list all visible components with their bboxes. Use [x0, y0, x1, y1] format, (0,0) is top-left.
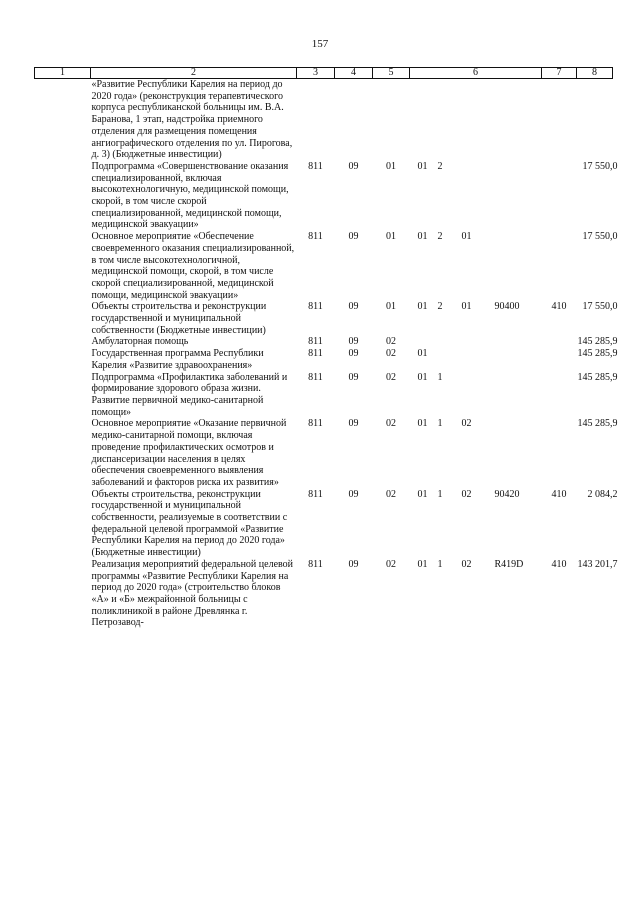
table-row [35, 79, 613, 161]
row-subsection: 02 [386, 418, 396, 430]
row-activity: 02 [461, 558, 472, 570]
row-direction: 90420 [494, 488, 520, 500]
row-expense-type [542, 161, 577, 231]
row-subprogram: 2 [437, 301, 443, 313]
budget-table [34, 67, 618, 629]
row-expense-type [542, 372, 577, 419]
row-name: Подпрограмма «Совершенствование оказания специализированной, включая высокотехнологичную, медицинской помощи, скорой, в том числе скорой специализированной, медицинской помощи, медицинской эвакуации» [91, 160, 289, 231]
row-subprogram: 2 [437, 160, 443, 172]
row-ministry: 811 [308, 231, 323, 243]
row-expense-type: 410 [551, 301, 567, 313]
row-program: 01 [417, 558, 428, 570]
row-ministry: 811 [308, 160, 323, 172]
header-col-1: 1 [35, 68, 91, 79]
row-target-code [410, 301, 542, 336]
row-name: Амбулаторная помощь [91, 336, 189, 348]
table-row [35, 489, 613, 559]
row-section: 09 [348, 348, 359, 360]
row-section: 09 [348, 418, 359, 430]
row-ministry: 811 [308, 371, 323, 383]
row-name: Реализация мероприятий федеральной целевой программы «Развитие Республики Карелия на период до 2020 года» (строительство блоков «А» и «Б» межрайонной больницы с поликлиникой в районе Древлянка г. Петрозавод- [91, 558, 294, 629]
table-row [35, 336, 613, 348]
row-target-code [410, 372, 542, 419]
row-ministry: 811 [308, 488, 323, 500]
row-expense-type [542, 231, 577, 301]
row-section: 09 [348, 231, 359, 243]
row-expense-type: 410 [551, 558, 567, 570]
row-section [335, 79, 373, 161]
header-col-4: 4 [335, 68, 373, 79]
row-name: «Развитие Республики Карелия на период до 2020 года» (реконструкция терапевтического корпуса республиканской больницы им. В.А. Баранова, 1 этап, надстройка приемного отделения для размещения помещения ангиографического отделения по ул. Пирогова, д. 3) (Бюджетные инвестиции) [91, 79, 293, 161]
row-target-code [410, 79, 542, 161]
row-section: 09 [348, 371, 359, 383]
row-direction: R419D [494, 558, 524, 570]
row-subsection: 02 [386, 488, 396, 500]
row-program: 01 [417, 231, 428, 243]
row-subsection: 01 [386, 231, 396, 243]
row-amount: 143 201,7 [577, 558, 618, 570]
row-activity: 01 [461, 301, 472, 313]
row-program: 01 [417, 418, 428, 430]
row-activity: 01 [461, 231, 472, 243]
row-target-code [410, 559, 542, 629]
row-amount: 145 285,9 [577, 418, 618, 430]
row-name: Подпрограмма «Профилактика заболеваний и формирование здорового образа жизни. Развитие первичной медико-санитарной помощи» [91, 371, 288, 418]
row-ministry: 811 [308, 348, 323, 360]
row-ministry: 811 [308, 558, 323, 570]
row-subprogram: 1 [437, 558, 443, 570]
table-row [35, 231, 613, 301]
row-section: 09 [348, 301, 359, 313]
row-target-code [410, 231, 542, 301]
row-target-code [410, 336, 542, 348]
row-amount: 145 285,9 [577, 371, 618, 383]
row-ministry: 811 [308, 418, 323, 430]
row-amount: 17 550,0 [582, 160, 618, 172]
row-amount: 17 550,0 [582, 301, 618, 313]
row-subsection: 02 [386, 371, 396, 383]
row-section: 09 [348, 336, 359, 348]
row-activity: 02 [461, 418, 472, 430]
table-row [35, 418, 613, 488]
row-subsection: 01 [386, 301, 396, 313]
row-subsection: 02 [386, 558, 396, 570]
row-amount: 17 550,0 [582, 231, 618, 243]
row-program: 01 [417, 488, 428, 500]
row-target-code [410, 418, 542, 488]
row-name: Государственная программа Республики Карелия «Развитие здравоохранения» [91, 348, 264, 371]
table-row [35, 301, 613, 336]
row-subsection: 01 [386, 160, 396, 172]
table-row [35, 559, 613, 629]
row-ministry: 811 [308, 301, 323, 313]
row-expense-type [542, 336, 577, 348]
row-program: 01 [417, 371, 428, 383]
row-ministry [297, 79, 335, 161]
row-expense-type [542, 418, 577, 488]
page-number: 157 [311, 38, 329, 50]
row-name: Основное мероприятие «Оказание первичной медико-санитарной помощи, включая проведение профилактических осмотров и диспансеризации населения в целях обеспечения своевременного выявления заболеваний и факторов риска их развития» [91, 418, 287, 488]
header-col-2: 2 [91, 68, 297, 79]
row-section: 09 [348, 160, 359, 172]
row-section: 09 [348, 558, 359, 570]
row-program: 01 [417, 160, 428, 172]
row-subprogram: 2 [437, 231, 443, 243]
row-name: Объекты строительства, реконструкции государственной и муниципальной собственности, реализуемые в соответствии с федеральной целевой программой «Развитие Республики Карелия на период до 2020 года» (Бюджетные инвестиции) [91, 488, 288, 559]
row-program: 01 [417, 301, 428, 313]
row-subsection: 02 [386, 348, 396, 360]
header-col-6: 6 [410, 68, 542, 79]
header-col-8: 8 [577, 68, 613, 79]
row-amount: 2 084,2 [587, 488, 618, 500]
row-target-code [410, 489, 542, 559]
row-direction: 90400 [494, 301, 520, 313]
header-col-5: 5 [373, 68, 410, 79]
row-target-code [410, 161, 542, 231]
table-header [35, 68, 613, 79]
row-expense-type [542, 348, 577, 371]
header-col-7: 7 [542, 68, 577, 79]
row-subprogram: 1 [437, 371, 443, 383]
table-row [35, 161, 613, 231]
row-name: Основное мероприятие «Обеспечение своевременного оказания специализированной, в том числе высокотехнологичной, медицинской помощи, скорой, в том числе скорой специализированной, медицинской помощи, медицинской эвакуации» [91, 231, 295, 301]
row-subsection [373, 79, 410, 161]
table-row [35, 372, 613, 419]
row-activity: 02 [461, 488, 472, 500]
row-expense-type: 410 [551, 488, 567, 500]
table-row [35, 348, 613, 371]
row-subprogram: 1 [437, 488, 443, 500]
row-section: 09 [348, 488, 359, 500]
row-subsection: 02 [386, 336, 396, 348]
row-name: Объекты строительства и реконструкции государственной и муниципальной собственности (Бюджетные инвестиции) [91, 301, 267, 336]
header-col-3: 3 [297, 68, 335, 79]
row-subprogram: 1 [437, 418, 443, 430]
table-body [35, 79, 618, 630]
row-amount: 145 285,9 [577, 348, 618, 360]
row-amount: 145 285,9 [577, 336, 618, 348]
row-program: 01 [417, 348, 428, 360]
row-expense-type [542, 79, 577, 161]
row-ministry: 811 [308, 336, 323, 348]
row-target-code [410, 348, 542, 371]
